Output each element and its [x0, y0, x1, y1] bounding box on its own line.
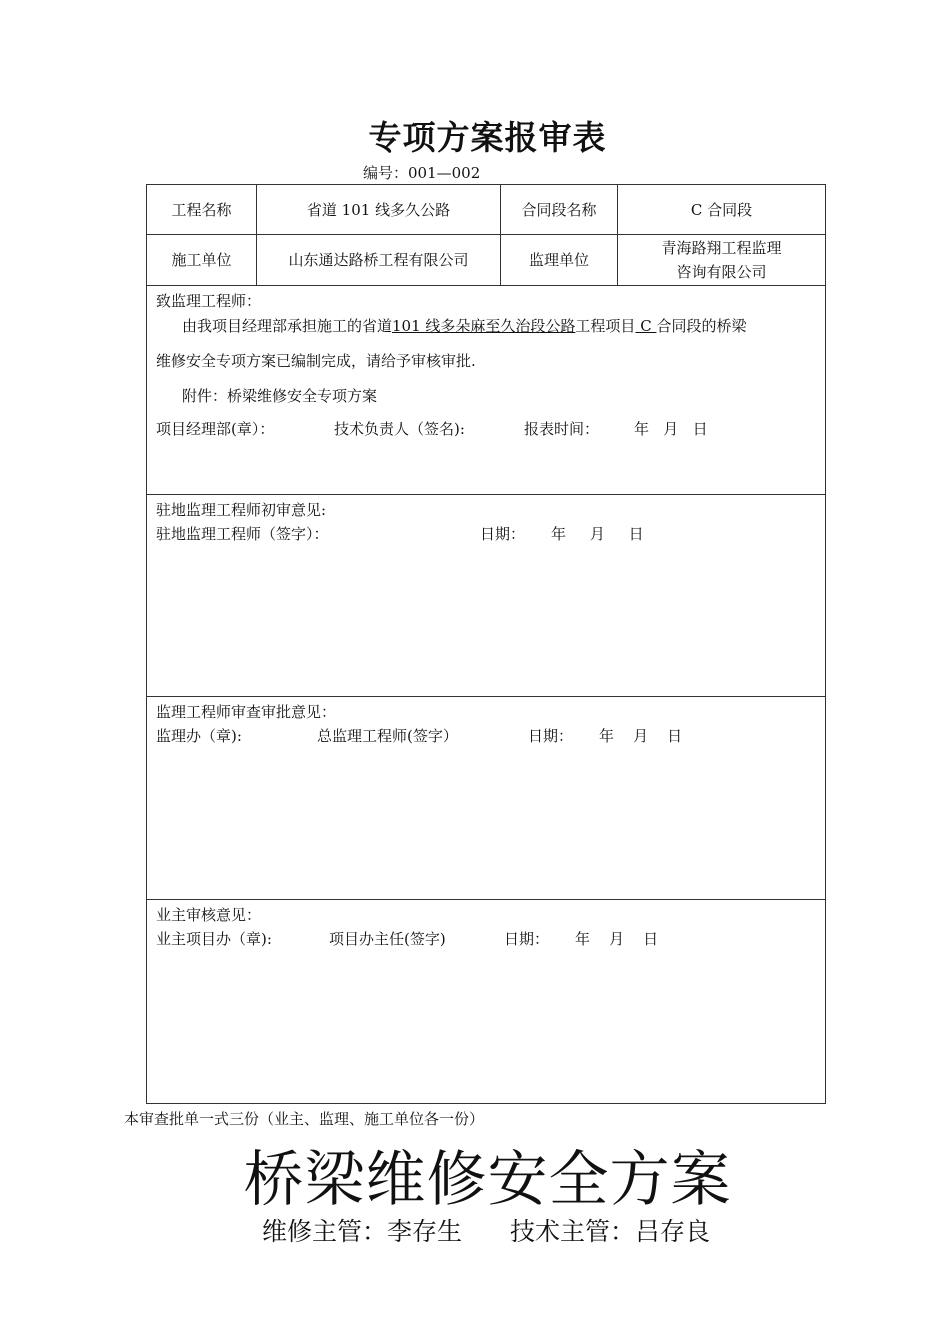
report-date: 年 月 日: [634, 420, 708, 438]
report-time-label: 报表时间：: [524, 420, 600, 438]
cover-title: 桥梁维修安全方案: [243, 1145, 732, 1215]
technical-manager: 技术主管：吕存良: [510, 1217, 711, 1246]
owner-date-label: 日期：: [504, 930, 550, 948]
copies-note: 本审查批单一式三份（业主、监理、施工单位各一份）: [124, 1110, 485, 1128]
contractor-value: 山东通达路桥工程有限公司: [257, 235, 501, 285]
attachment: 附件：桥梁维修安全专项方案: [182, 387, 378, 405]
owner-date: 年 月 日: [575, 930, 659, 948]
supervision-review-section: [147, 697, 825, 900]
project-name-label: 工程名称: [147, 185, 257, 234]
contract-section-value: C 合同段: [690, 200, 753, 219]
contract-code: C: [635, 317, 657, 335]
resident-review-heading: 驻地监理工程师初审意见:: [156, 501, 327, 519]
project-name-value: 省道 101 线多久公路: [257, 185, 501, 234]
project-dept-seal: 项目经理部(章）：: [156, 420, 275, 438]
document-number: 编号：001—002: [363, 164, 481, 182]
project-director-signature: 项目办主任(签字): [329, 930, 446, 948]
supervision-date: 年 月 日: [599, 727, 683, 745]
tech-lead-signature: 技术负责人（签名):: [334, 420, 465, 438]
repair-manager: 维修主管：李存生: [262, 1217, 463, 1246]
addressee: 致监理工程师：: [156, 292, 262, 310]
resident-review-section: [147, 495, 825, 697]
supervisor-value-line1: 青海路翔工程监理: [661, 239, 782, 257]
supervisor-label: 监理单位: [501, 235, 618, 285]
cover-managers: [262, 1212, 710, 1248]
resident-date: 年 月 日: [551, 525, 644, 543]
review-form-table: [146, 184, 826, 1104]
submission-body-line1: 由我项目经理部承担施工的省道101 线多朵麻至久治段公路工程项目 C 合同段的桥梁: [182, 317, 747, 335]
submission-body-line2: 维修安全专项方案已编制完成，请给予审核审批.: [156, 352, 476, 370]
owner-review-section: [147, 900, 825, 1105]
road-name: 101 线多朵麻至久治段公路: [392, 317, 576, 335]
contractor-label: 施工单位: [147, 235, 257, 285]
submission-section: [147, 286, 825, 495]
contract-section-label: 合同段名称: [501, 185, 618, 234]
resident-date-label: 日期：: [480, 525, 526, 543]
form-title: 专项方案报审表: [368, 118, 607, 157]
owner-review-heading: 业主审核意见：: [156, 906, 262, 924]
supervisor-value: [618, 235, 825, 285]
chief-engineer-signature: 总监理工程师(签字）: [317, 727, 458, 745]
supervision-review-heading: 监理工程师审查审批意见：: [156, 703, 337, 721]
unit-row: [147, 235, 825, 286]
resident-engineer-signature: 驻地监理工程师（签字）：: [156, 525, 329, 543]
owner-office-seal: 业主项目办（章):: [156, 930, 272, 948]
project-row: [147, 185, 825, 235]
supervisor-value-line2: 咨询有限公司: [676, 263, 767, 281]
supervision-office-seal: 监理办（章):: [156, 727, 242, 745]
supervision-date-label: 日期：: [528, 727, 574, 745]
